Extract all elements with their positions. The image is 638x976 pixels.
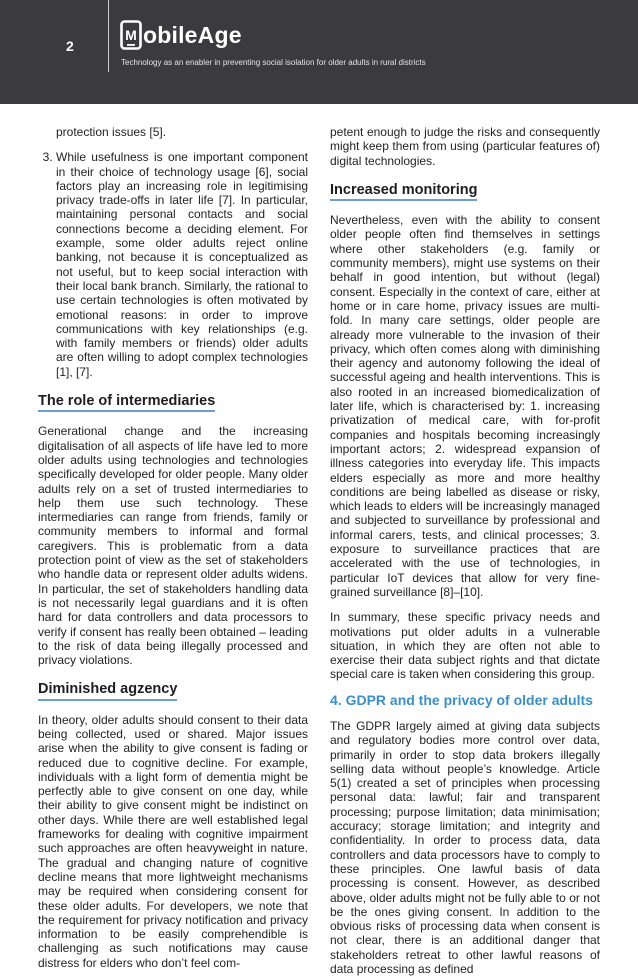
numbered-list [38, 150, 308, 379]
page-number: 2 [66, 38, 74, 54]
left-column [38, 125, 308, 970]
tagline: Technology as an enabler in preventing social isolation for older adults in rural districts [121, 58, 426, 67]
heading-agency: Diminished agzency [38, 682, 177, 700]
paragraph-summary: In summary, these specific privacy needs and motivations put older adults in a vulnerable situation, in which they are often not able to exercise their data subject rights and that dictate special care is taken when considering this group. [330, 610, 600, 682]
continued-text: petent enough to judge the risks and consequently might keep them from using (particular features of) digital technologies. [330, 125, 600, 168]
logo-m-letter: M [125, 27, 137, 43]
heading-monitoring: Increased monitoring [330, 183, 477, 201]
paragraph-agency: In theory, older adults should consent to their data being collected, used or shared. Major issues arise when the ability to give consent is fading or reduced due to cognitive decline. For example, individuals with a light form of dementia might be perfectly able to give consent on one day, while their ability to give consent might be indistinct on other days. While there are well established legal frameworks for dealing with cognitive impairment such approaches are often heavyweight in nature. The gradual and changing nature of cognitive decline means that more lightweight mechanisms may be required when considering consent for these older adults. For developers, we note that the requirement for privacy notification and privacy information to be easily comprehendible is challenging as such notifications may cause distress for elders who don’t feel com- [38, 712, 308, 970]
heading-intermediaries: The role of intermediaries [38, 394, 215, 412]
list-item: 3. While usefulness is one important component in their choice of technology usage [6], social factors play an increasing role in legitimising privacy trade-offs in later life [7]. In particular, maintaining personal contacts and social connections become a deciding element. For example, some older adults reject online banking, not because it is conceptualized as not useful, but to keep social interaction with their local bank branch. Similarly, the rational to use certain technologies is often motivated by emotional reasons: in order to improve communications with key relationships (e.g. with family members or friends) older adults are often willing to adopt complex technologies [1], [7]. [56, 150, 308, 379]
continued-text: protection issues [5]. [56, 125, 167, 139]
logo-text: obileAge [143, 21, 242, 48]
section-heading-gdpr: 4. GDPR and the privacy of older adults [330, 691, 593, 708]
logo-m-icon [120, 20, 142, 50]
right-column [330, 125, 600, 976]
mobileage-logo [120, 18, 242, 52]
paragraph-gdpr: The GDPR largely aimed at giving data subjects and regulatory bodies more control over data, primarily in order to stop data brokers illegally selling data without people’s knowledge. Article 5(1) created a set of principles when processing personal data: lawful; fair and transparent processing; purpose limitation; data minimisation; accuracy; storage limitation; and integrity and confidentiality. In order to process data, data controllers and data processors have to comply to these principles. One lawful basis of data processing is consent. However, as described above, older adults might not be fully able to or not be the ones giving consent. In addition to the obvious risks of processing data when consent is not clear, there is an additional danger that stakeholders retreat to other lawful reasons of data processing as defined [330, 718, 600, 976]
page-header [0, 0, 638, 104]
paragraph-monitoring: Nevertheless, even with the ability to consent older people often find themselves in settings where other stakeholders (e.g. family or community members), might use systems on their behalf in good intention, but without (legal) consent. Especially in the context of care, either at home or in care home, privacy issues are multi-fold. In many care settings, older people are already more vulnerable to the invasion of their privacy, which often comes along with diminishing their agency and autonomy following the ideal of successful ageing and health interventions. This is also rooted in an increased biomedicalization of later life, which is characterised by: 1. increasing privatization of medical care, with for-profit companies and hospitals becoming increasingly important actors; 2. widespread expansion of illness categories into everyday life. This impacts elders especially as more and more healthy conditions are being labelled as disease or risky, which leads to elders will be increasingly managed and subjected to surveillance by professional and informal carers, tests, and clinical processes; 3. exposure to surveillance practices that are accelerated with the use of technologies, in particular IoT devices that allow for very fine-grained surveillance [8]–[10]. [330, 213, 600, 599]
header-divider [108, 0, 109, 72]
paragraph-intermediaries: Generational change and the increasing digitalisation of all aspects of life have led to more older adults using technologies and technologies specifically developed for older people. Many older adults rely on a set of trusted intermediaries to help them use such technology. These intermediaries can range from friends, family or community members to informal and formal caregivers. This is problematic from a data protection point of view as the set of stakeholders who handle data or represent older adults widens. In particular, the set of stakeholders handling data is not necessarily legal guardians and it is often hard for data controllers and data processors to verify if consent has really been obtained – leading to the risk of data being illegally processed and privacy violations. [38, 424, 308, 668]
